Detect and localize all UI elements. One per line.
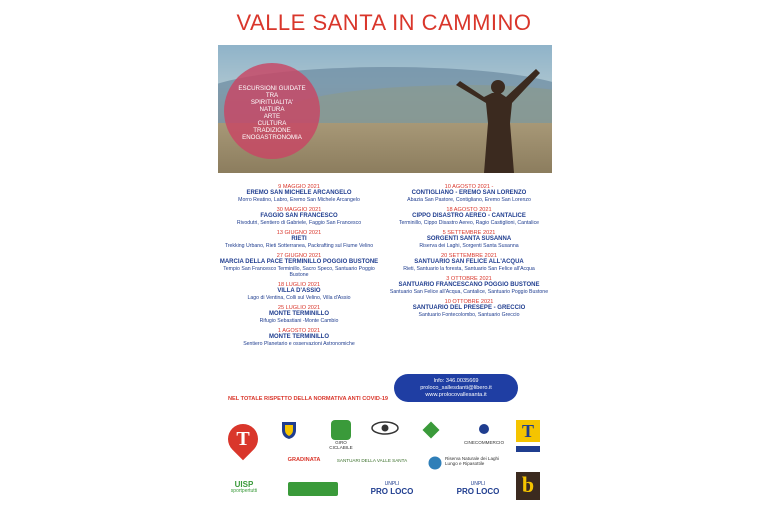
banner-icon <box>288 482 338 496</box>
theme-line: ESCURSIONI GUIDATE <box>238 85 306 92</box>
event-item <box>214 230 384 249</box>
logo-caption: CINECOMMERCIO <box>463 440 505 445</box>
event-date: 1 AGOSTO 2021 <box>277 328 321 334</box>
event-item <box>214 207 384 226</box>
event-item <box>384 207 554 226</box>
event-desc: Morro Reatino, Labro, Eremo San Michele Arcangelo <box>238 197 360 203</box>
proloco-logo <box>446 482 510 496</box>
logo-caption: PRO LOCO <box>456 487 500 496</box>
diamond-icon <box>421 420 441 440</box>
theme-line: ARTE <box>263 113 281 120</box>
event-date: 20 SETTEMBRE 2021 <box>441 253 497 259</box>
event-place: FAGGIO SAN FRANCESCO <box>260 213 338 220</box>
logo-caption: UNPLI <box>470 481 486 487</box>
eye-icon <box>371 420 399 436</box>
event-place: RIETI <box>291 236 307 243</box>
event-desc: Rifugio Sebastiani -Monte Cambio <box>259 318 339 324</box>
event-date: 10 AGOSTO 2021 - <box>444 184 494 190</box>
event-desc: Santuario San Felice all'Acqua, Cantalice, Santuario Poggio Bustone <box>389 289 549 295</box>
event-date: 13 GIUGNO 2021 <box>276 230 322 236</box>
event-place: SANTUARIO FRANCESCANO POGGIO BUSTONE <box>398 282 540 289</box>
logo-caption: GIRO <box>335 440 347 445</box>
events-left-column <box>214 184 384 351</box>
event-desc: Santuario Fontecolombo, Santuario Greccio <box>418 312 520 318</box>
event-place: MONTE TERMINILLO <box>269 311 329 318</box>
event-item <box>384 184 554 203</box>
event-place: SANTUARIO DEL PRESEPE - GRECCIO <box>412 305 526 312</box>
event-date: 10 OTTOBRE 2021 <box>444 299 494 305</box>
event-place: SANTUARIO SAN FELICE ALL'ACQUA <box>414 259 524 266</box>
event-desc: Lago di Ventina, Colli sul Velino, Villa d'Assio <box>247 295 351 301</box>
event-desc: Terminillo, Cippo Disastro Aereo, Ragio Castiglioni, Cantalice <box>398 220 540 226</box>
diamond-logo <box>418 420 444 445</box>
event-item <box>384 253 554 272</box>
event-item <box>214 305 384 324</box>
page-title: VALLE SANTA IN CAMMINO <box>236 10 532 35</box>
event-date: 27 GIUGNO 2021 <box>276 253 322 259</box>
theme-line: CULTURA <box>257 120 287 127</box>
theme-line: ENOGASTRONOMIA <box>242 134 302 141</box>
event-date: 3 OTTOBRE 2021 <box>446 276 492 282</box>
lake-icon <box>428 456 442 470</box>
t-letter: T <box>236 428 250 450</box>
event-date: 30 MAGGIO 2021 <box>276 207 322 213</box>
santuari-logo <box>332 458 412 463</box>
event-item <box>214 184 384 203</box>
stripe-icon <box>516 446 540 452</box>
bike-icon <box>331 420 351 440</box>
event-desc: Rieti, Santuario la foresta, Santuario San Felice all'Acqua <box>403 266 535 272</box>
t-letter: T <box>516 420 540 442</box>
circle-icon <box>478 423 490 435</box>
event-place: SORGENTI SANTA SUSANNA <box>426 236 512 243</box>
logo-caption: SANTUARI DELLA VALLE SANTA <box>336 458 408 463</box>
events-right-column <box>384 184 554 322</box>
event-date: 18 LUGLIO 2021 <box>277 282 321 288</box>
event-place: MARCIA DELLA PACE TERMINILLO POGGIO BUSTONE <box>219 259 379 266</box>
theme-line: SPIRITUALITA' <box>250 99 294 106</box>
event-place: MONTE TERMINILLO <box>269 334 329 341</box>
riserva-logo <box>428 456 512 470</box>
uisp-logo <box>222 480 266 494</box>
event-desc: Trekking Urbano, Rieti Sotterranea, Packrafting sul Fiume Velino <box>224 243 374 249</box>
event-date: 9 MAGGIO 2021 <box>278 184 320 190</box>
event-item <box>214 253 384 278</box>
crest-logo <box>276 420 302 445</box>
covid-note: NEL TOTALE RISPETTO DELLA NORMATIVA ANTI COVID-19 <box>228 396 389 402</box>
event-item <box>384 299 554 318</box>
event-item <box>384 276 554 295</box>
info-box <box>394 374 518 402</box>
event-place: EREMO SAN MICHELE ARCANGELO <box>246 190 352 197</box>
event-item <box>214 282 384 301</box>
b-letter: b <box>516 472 540 500</box>
info-email-link[interactable]: proloco_sallesdanti@libero.it <box>420 385 492 392</box>
event-place: VILLA D'ASSIO <box>277 288 321 295</box>
giro-ciclabile-logo <box>324 420 358 450</box>
event-date: 5 SETTEMBRE 2021 <box>442 230 496 236</box>
event-date: 18 AGOSTO 2021 <box>446 207 492 213</box>
event-desc: Sentiero Planetario e osservazioni Astronomiche <box>243 341 355 347</box>
theme-text <box>224 85 320 141</box>
theme-line: TRADIZIONE <box>253 127 291 134</box>
poster <box>214 0 554 512</box>
event-item <box>384 230 554 249</box>
t-yellow-logo <box>514 420 542 452</box>
logo-caption: GRADINATA <box>287 457 321 463</box>
map-pin-icon <box>222 418 264 460</box>
gradinata-logo <box>284 458 324 463</box>
event-place: CONTIGLIANO - EREMO SAN LORENZO <box>411 190 527 197</box>
statue-icon <box>454 63 544 173</box>
logo-caption: sportpertutti <box>230 488 258 494</box>
crest-icon <box>280 420 298 440</box>
eye-logo <box>368 420 402 441</box>
info-website-link[interactable]: www.prolocovallesanta.it <box>425 392 487 399</box>
logo-caption: UNPLI <box>384 481 400 487</box>
cinecommercio-logo <box>462 422 506 445</box>
event-desc: Rivodutri, Sentiero di Gabriele, Faggio San Francesco <box>236 220 362 226</box>
logo-caption: Riserva Naturale dei Laghi Lungo e Ripasottile <box>445 456 500 466</box>
logo-caption: UISP <box>234 480 254 489</box>
logo-caption: CICLABILE <box>329 445 353 450</box>
b-logo <box>514 472 542 500</box>
event-place: CIPPO DISASTRO AEREO - CANTALICE <box>412 213 526 220</box>
green-banner-logo <box>288 482 342 496</box>
logo-caption: PRO LOCO <box>370 487 414 496</box>
theme-line: TRA <box>265 92 279 99</box>
event-desc: Tempio San Francesco Terminillo, Sacro Speco, Santuario Poggio Bustone <box>223 266 375 278</box>
info-phone: Info: 346.0035669 <box>433 378 479 384</box>
event-desc: Riserva dei Laghi, Sorgenti Santa Susanna <box>419 243 519 249</box>
hero-image <box>218 45 552 173</box>
event-desc: Abazia San Pastore, Contigliano, Eremo San Lorenzo <box>407 197 531 203</box>
t-logo <box>226 422 260 466</box>
event-date: 25 LUGLIO 2021 <box>277 305 321 311</box>
theme-line: NATURA <box>259 106 285 113</box>
proloco-logo <box>360 482 424 496</box>
sponsor-logos <box>214 414 554 508</box>
event-item <box>214 328 384 347</box>
